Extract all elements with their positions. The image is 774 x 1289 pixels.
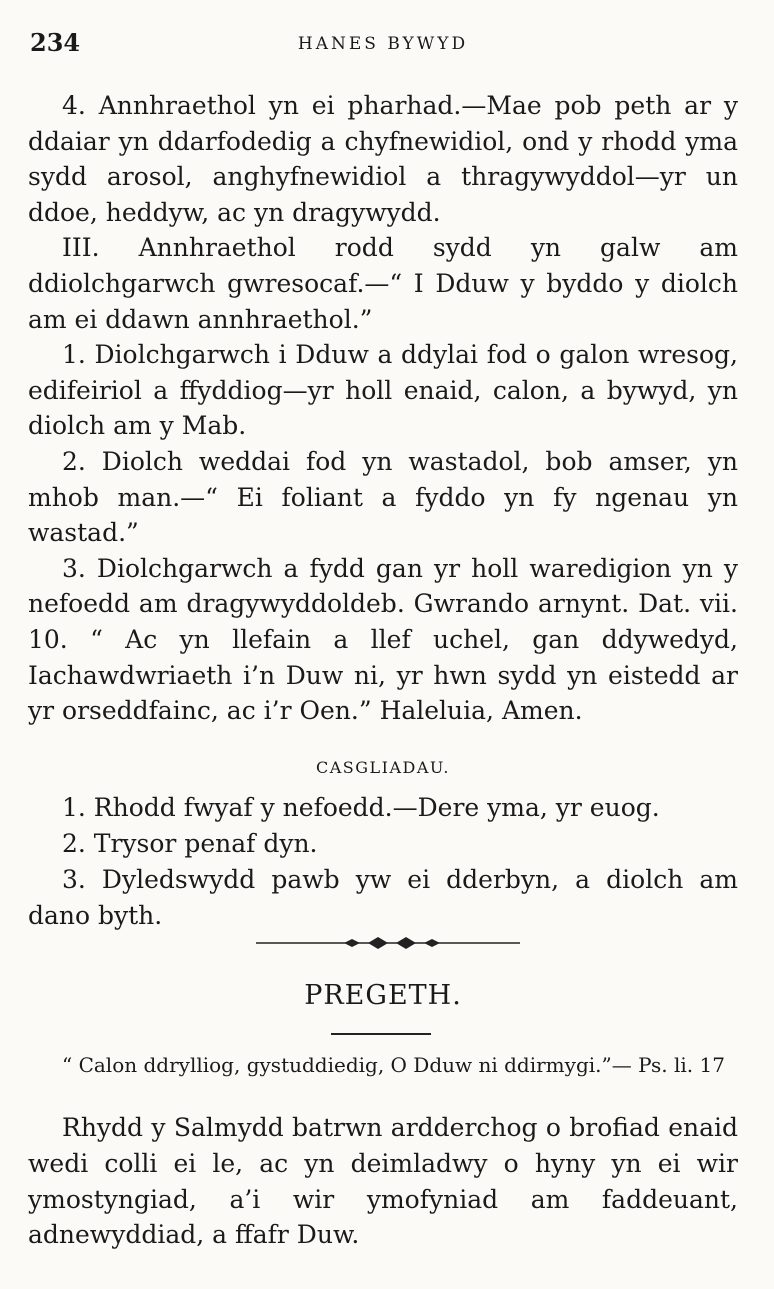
- page-header: [28, 28, 738, 62]
- paragraph-1: 1. Diolchgarwch i Dduw a ddylai fod o galon wresog, edifeiriol a ffyddiog—yr holl enaid, calon, a bywyd, yn diolch am y Mab.: [28, 340, 738, 441]
- title-rule: [331, 1033, 431, 1035]
- sermon-title: PREGETH.: [304, 980, 462, 1011]
- paragraph-iii: III. Annhraethol rodd sydd yn galw am ddiolchgarwch gwresocaf.—“ I Dduw y byddo y diolch am ei ddawn annhraethol.”: [28, 233, 738, 334]
- ornamental-divider: [256, 934, 520, 952]
- opening-paragraph: Rhydd y Salmydd batrwn ardderchog o brofiad enaid wedi colli ei le, ac yn deimladwy o hyny yn ei wir ymostyngiad, a’i wir ymofyniad am faddeuant, adnewyddiad, a ffafr Duw.: [28, 1113, 738, 1250]
- paragraph-4: 4. Annhraethol yn ei pharhad.—Mae pob peth ar y ddaiar yn ddarfodedig a chyfnewidiol, ond y rhodd yma sydd arosol, anghyfnewidiol a thragywyddol—yr un ddoe, heddyw, ac yn dragywydd.: [28, 91, 738, 227]
- sermon-opening: [28, 1110, 738, 1253]
- list-item: 2. Trysor penaf dyn.: [62, 829, 318, 858]
- list-item: 1. Rhodd fwyaf y nefoedd.—Dere yma, yr euog.: [62, 793, 660, 822]
- page-number: 234: [30, 28, 81, 57]
- casgliadau-list: [28, 790, 738, 934]
- list-item: 3. Dyledswydd pawb yw ei dderbyn, a diolch am dano byth.: [28, 865, 738, 930]
- scripture-epigraph: [28, 1052, 738, 1078]
- running-title: HANES BYWYD: [297, 34, 469, 54]
- sermon-body: [28, 88, 738, 729]
- paragraph-2: 2. Diolch weddai fod yn wastadol, bob amser, yn mhob man.—“ Ei foliant a fyddo yn fy ngenau yn wastad.”: [28, 446, 738, 548]
- casgliadau-heading: CASGLIADAU.: [315, 758, 451, 777]
- paragraph-3: 3. Diolchgarwch a fydd gan yr holl waredigion yn y nefoedd am dragywyddoldeb. Gwrando arnynt. Dat. vii. 10. “ Ac yn llefain a llef uchel, gan ddywedyd, Iachawdwriaeth i’n Duw ni, yr hwn sydd yn eistedd ar yr orseddfainc, ac i’r Oen.” Haleluia, Amen.: [28, 553, 738, 726]
- epigraph-text: “ Calon ddrylliog, gystuddiedig, O Dduw ni ddirmygi.”— Ps. li. 17: [62, 1053, 725, 1077]
